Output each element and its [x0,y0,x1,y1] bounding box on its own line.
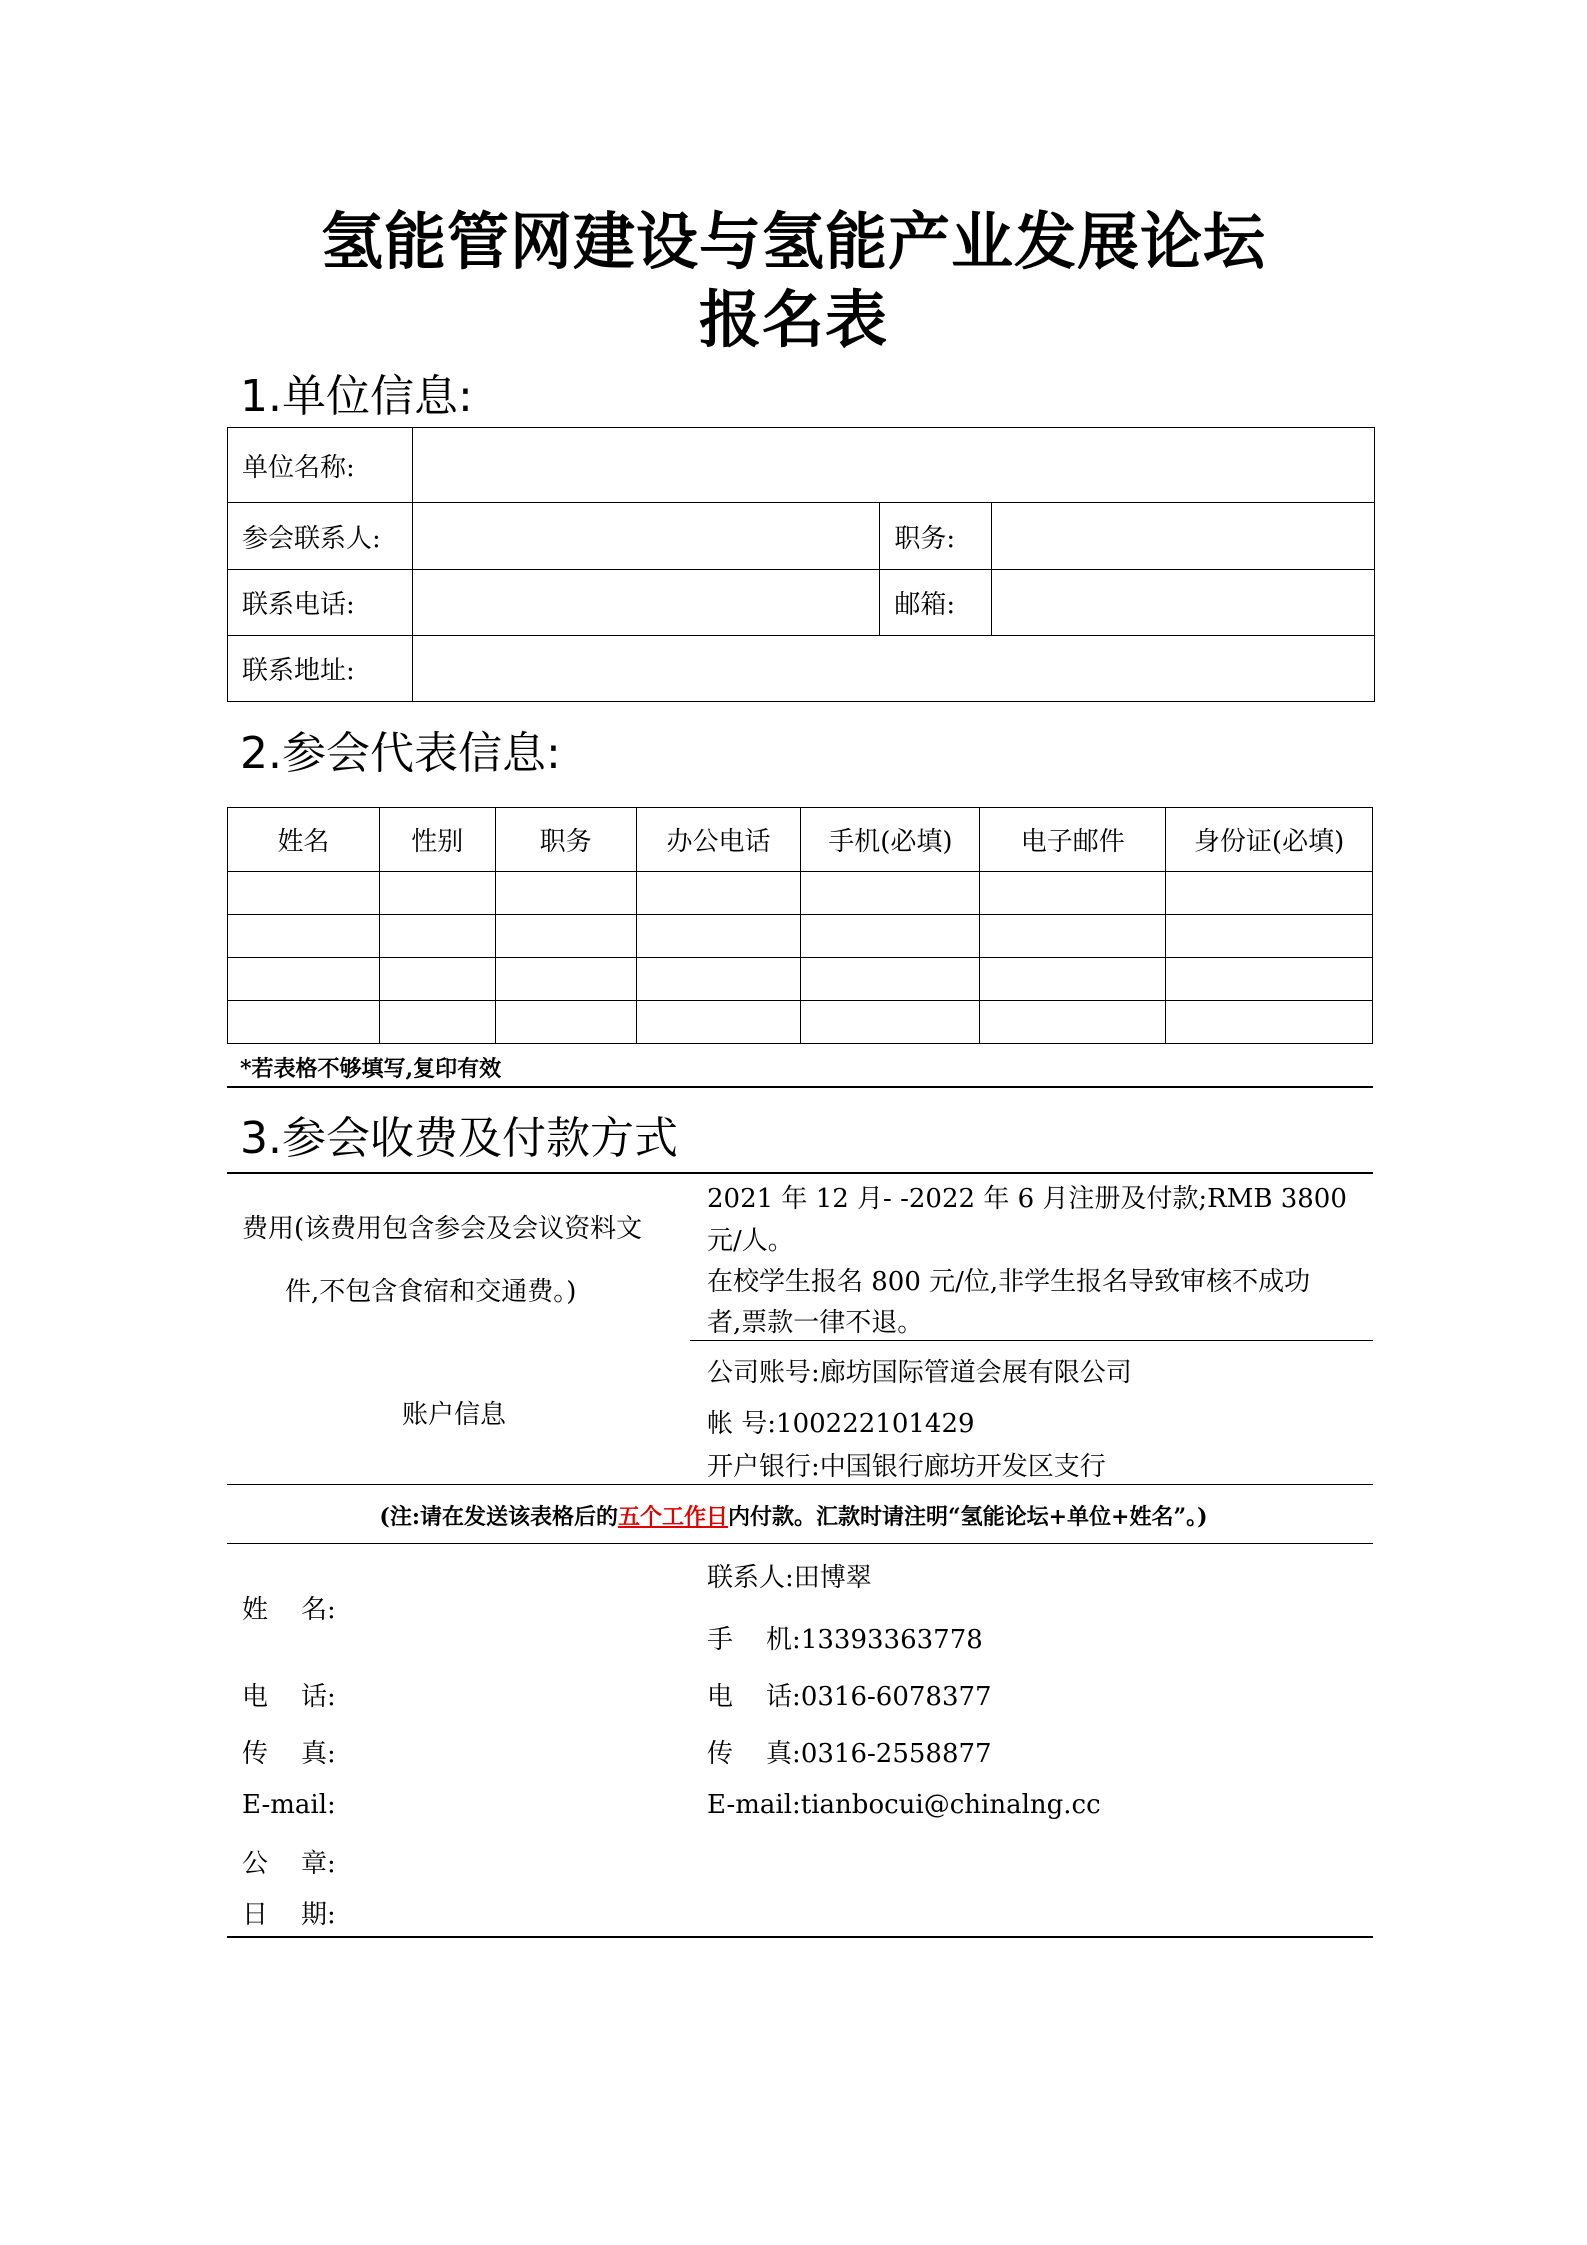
table-row [228,872,1373,915]
table-cell[interactable] [495,1001,636,1044]
fee-label: 费用(该费用包含参会及会议资料文 [242,1214,643,1244]
table-cell[interactable] [495,915,636,958]
fee-label-cont: 件,不包含食宿和交通费。) [285,1277,577,1307]
position-label: 职务: [880,503,992,570]
fee-text: 者,票款一律不退。 [707,1308,924,1338]
table-cell[interactable] [801,915,980,958]
table-cell[interactable] [495,958,636,1001]
table-cell[interactable] [980,958,1166,1001]
divider [227,1936,1373,1938]
table-cell[interactable] [801,1001,980,1044]
section3-heading: 3.参会收费及付款方式 [240,1113,678,1164]
tel-label: 电 话: [242,1682,336,1712]
section2-heading: 2.参会代表信息: [240,728,561,779]
table-row [228,915,1373,958]
unit-name-field[interactable] [412,428,1374,503]
col-header: 姓名 [228,808,380,872]
account-number: 帐 号:100222101429 [707,1409,975,1439]
divider [227,1086,1373,1088]
contact-email: E-mail:tianbocui@chinalng.cc [707,1790,1101,1820]
phone-field[interactable] [412,570,880,636]
table-cell[interactable] [228,958,380,1001]
form-subtitle: 报名表 [698,283,888,356]
table-cell[interactable] [379,872,495,915]
form-title: 氢能管网建设与氢能产业发展论坛 [320,205,1266,278]
contact-person: 联系人:田博翠 [707,1563,872,1593]
contact-fax: 传 真:0316-2558877 [707,1739,992,1769]
fee-text: 在校学生报名 800 元/位,非学生报名导致审核不成功 [707,1267,1311,1297]
col-header: 性别 [379,808,495,872]
date-label: 日 期: [242,1900,336,1930]
col-header: 职务 [495,808,636,872]
account-name: 公司账号:廊坊国际管道会展有限公司 [707,1358,1132,1388]
position-field[interactable] [992,503,1375,570]
contact-mobile: 手 机:13393363778 [707,1625,983,1655]
table-cell[interactable] [636,915,801,958]
divider [227,1172,1373,1174]
table-note: *若表格不够填写,复印有效 [240,1056,502,1082]
table-cell[interactable] [801,872,980,915]
address-label: 联系地址: [228,636,413,702]
address-field[interactable] [412,636,1374,702]
table-cell[interactable] [228,872,380,915]
account-label: 账户信息 [402,1400,507,1430]
table-cell[interactable] [636,872,801,915]
col-header: 手机(必填) [801,808,980,872]
table-cell[interactable] [980,1001,1166,1044]
table-cell[interactable] [1166,872,1373,915]
divider [227,1484,1373,1485]
email-label: 邮箱: [880,570,992,636]
table-cell[interactable] [980,915,1166,958]
seal-label: 公 章: [242,1849,336,1879]
bank-name: 开户银行:中国银行廊坊开发区支行 [707,1452,1106,1482]
table-cell[interactable] [636,1001,801,1044]
notice-text: (注:请在发送该表格后的 [379,1504,618,1530]
divider [227,1543,1373,1544]
fee-text: 元/人。 [707,1226,794,1256]
table-cell[interactable] [801,958,980,1001]
table-row [228,958,1373,1001]
section1-heading: 1.单位信息: [240,371,473,422]
divider [690,1340,1373,1341]
contact-person-label: 参会联系人: [228,503,413,570]
representatives-table [227,807,1373,1044]
contact-person-field[interactable] [412,503,880,570]
col-header: 身份证(必填) [1166,808,1373,872]
table-cell[interactable] [636,958,801,1001]
table-cell[interactable] [379,958,495,1001]
notice-text: 内付款。汇款时请注明“氢能论坛+单位+姓名”。) [727,1504,1208,1530]
table-cell[interactable] [1166,958,1373,1001]
table-cell[interactable] [980,872,1166,915]
unit-name-label: 单位名称: [228,428,413,503]
fax-label: 传 真: [242,1739,336,1769]
payment-notice [0,1500,1587,1531]
contact-tel: 电 话:0316-6078377 [707,1682,992,1712]
table-cell[interactable] [1166,1001,1373,1044]
table-cell[interactable] [228,915,380,958]
col-header: 电子邮件 [980,808,1166,872]
email-field[interactable] [992,570,1375,636]
table-cell[interactable] [379,915,495,958]
deadline-highlight: 五个工作日 [617,1504,728,1530]
name-label: 姓 名: [242,1595,336,1625]
table-row [228,1001,1373,1044]
col-header: 办公电话 [636,808,801,872]
unit-info-table [227,427,1375,702]
phone-label: 联系电话: [228,570,413,636]
table-cell[interactable] [1166,915,1373,958]
table-cell[interactable] [495,872,636,915]
table-cell[interactable] [379,1001,495,1044]
email-label: E-mail: [242,1790,336,1820]
fee-text: 2021 年 12 月- -2022 年 6 月注册及付款;RMB 3800 [707,1184,1347,1214]
table-cell[interactable] [228,1001,380,1044]
